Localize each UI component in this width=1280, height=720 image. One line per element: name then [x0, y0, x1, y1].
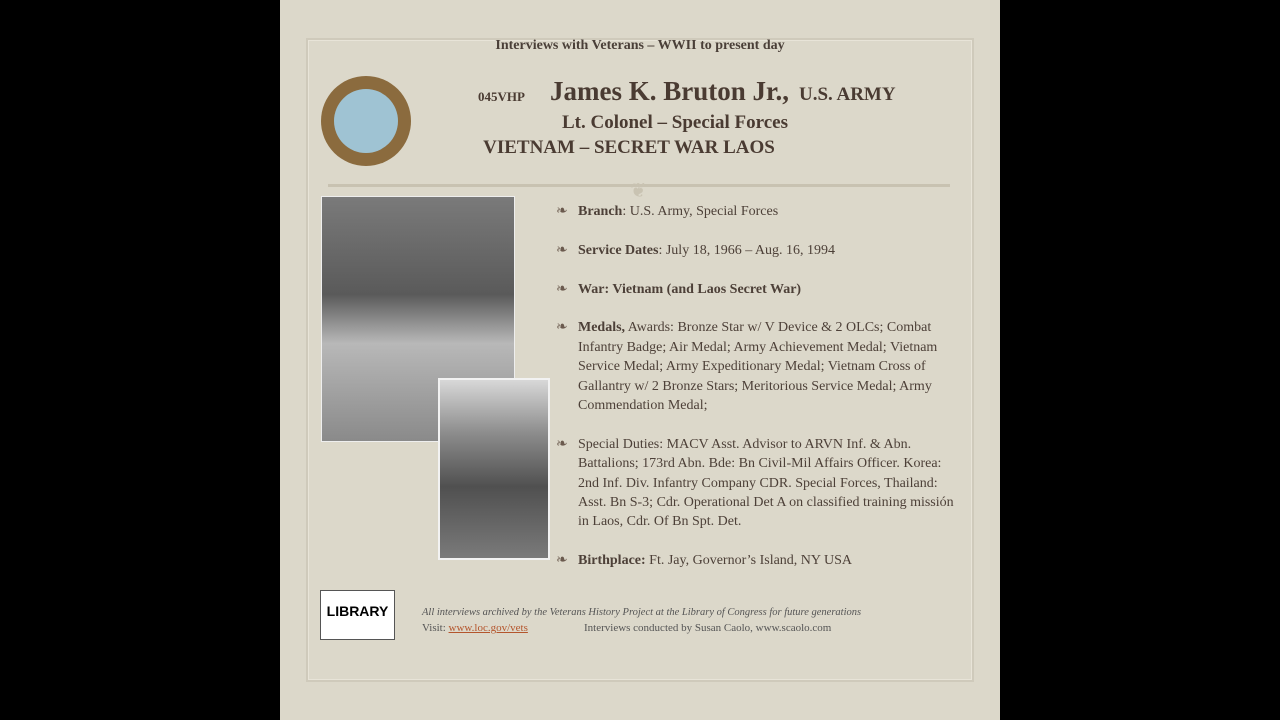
archive-note: All interviews archived by the Veterans History Project at the Library of Congress for future generations: [422, 607, 862, 618]
item-text: : July 18, 1966 – Aug. 16, 1994: [658, 242, 836, 258]
item-text: Ft. Jay, Governor’s Island, NY USA: [645, 553, 853, 569]
list-item: [556, 435, 956, 532]
loc-link[interactable]: www.loc.gov/vets: [448, 622, 528, 634]
ornament-icon: ❦: [630, 180, 647, 202]
fleuron-icon: ❧: [556, 436, 568, 452]
visit-line: [422, 622, 528, 634]
list-item: [556, 318, 956, 415]
branch-heading: U.S. ARMY: [799, 84, 896, 105]
item-label: War: Vietnam (and Laos Secret War): [578, 281, 802, 297]
list-item: [556, 280, 956, 299]
fleuron-icon: ❧: [556, 553, 568, 569]
war-heading: VIETNAM – SECRET WAR LAOS: [483, 137, 775, 158]
slide: [280, 0, 1000, 720]
list-item: [556, 551, 956, 570]
interview-code: 045VHP: [478, 89, 525, 104]
fleuron-icon: ❧: [556, 320, 568, 336]
conducted-by: Interviews conducted by Susan Caolo, www.scaolo.com: [584, 622, 832, 634]
fleuron-icon: ❧: [556, 204, 568, 219]
item-label: Service Dates: [578, 242, 659, 258]
item-label: Medals,: [578, 320, 626, 336]
visit-label: Visit:: [422, 622, 449, 634]
item-text: Special Duties: MACV Asst. Advisor to ARVN Inf. & Abn. Battalions; 173rd Abn. Bde: Bn Civil-Mil Affairs Officer. Korea: 2nd Inf. Div. Infantry Company CDR. Special Forces, Thailand: Asst. Bn S-3; Cdr. Operational Det A on classified training missión in Laos, Cdr. Of Bn Spt. Det.: [578, 436, 954, 530]
series-title: Interviews with Veterans – WWII to present day: [495, 38, 785, 53]
item-label: Branch: [578, 204, 623, 219]
item-label: Birthplace:: [578, 553, 646, 569]
library-logo: LIBRARY: [320, 590, 395, 640]
veteran-name: James K. Bruton Jr.,: [550, 76, 790, 106]
item-text: : U.S. Army, Special Forces: [622, 204, 779, 219]
details-list: [556, 202, 956, 590]
list-item: [556, 202, 956, 221]
fleuron-icon: ❧: [556, 281, 568, 297]
item-text: Awards: Bronze Star w/ V Device & 2 OLCs; Combat Infantry Badge; Air Medal; Army Achievement Medal; Vietnam Service Medal; Army Expeditionary Medal; Vietnam Cross of Gallantry w/ 2 Bronze Stars; Meritorious Service Medal; Army Commendation Medal;: [578, 320, 938, 414]
rank-heading: Lt. Colonel – Special Forces: [561, 112, 789, 133]
list-item: [556, 241, 956, 260]
fleuron-icon: ❧: [556, 242, 568, 258]
field-photo: [438, 378, 550, 560]
